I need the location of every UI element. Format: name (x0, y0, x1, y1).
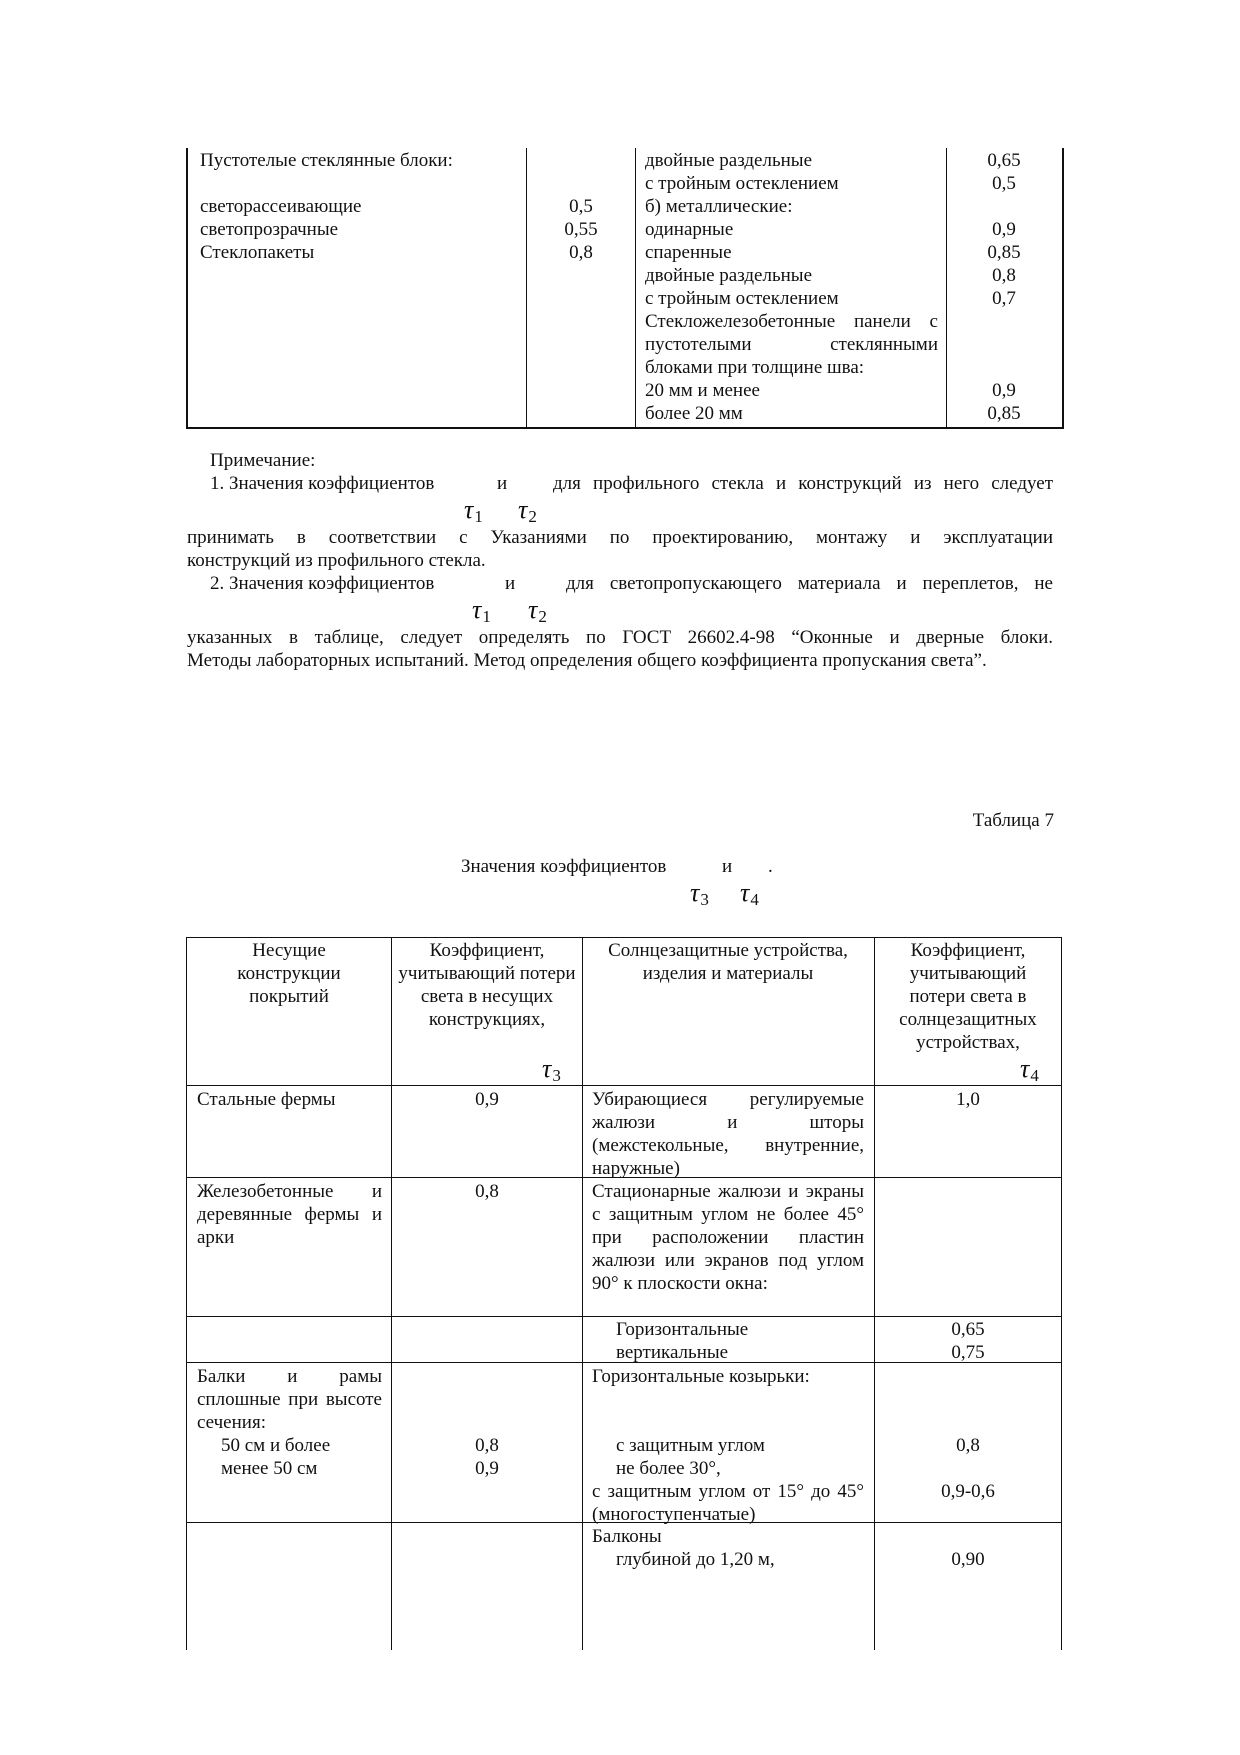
table-cell: с тройным остеклением (645, 288, 839, 309)
top-table (186, 148, 1064, 429)
table-cell: менее 50 см (221, 1458, 318, 1479)
table-caption: Значения коэффициентов (461, 856, 667, 877)
header-col-2: Коэффициент, учитывающий потери света в несущих конструкциях, (398, 940, 576, 1030)
table-value: 0,9 (992, 219, 1016, 240)
row-divider (186, 1085, 1062, 1086)
column-divider (391, 937, 392, 1650)
table-value: 0,65 (951, 1319, 985, 1340)
table-cell: Горизонтальные (616, 1319, 749, 1340)
table-cell: 50 см и более (221, 1435, 331, 1456)
note-1-and: и (497, 473, 508, 494)
table-cell: Стальные фермы (197, 1089, 336, 1110)
table-value: 0,8 (992, 265, 1016, 286)
header-col-3: Солнцезащитные устройства, изделия и материалы (608, 940, 848, 984)
table-value: 0,85 (987, 242, 1021, 263)
table-value: 0,8 (475, 1181, 499, 1202)
table-value: 0,90 (951, 1549, 985, 1570)
table-cell: Стекложелезобетонные панели с (645, 311, 938, 332)
table-value: 0,9 (475, 1089, 499, 1110)
note-1-start: 1. Значения коэффициентов (210, 473, 435, 494)
tau-2-symbol: $\tau_2$ (518, 495, 537, 526)
table-value: 0,85 (987, 403, 1021, 424)
column-divider (186, 937, 187, 1650)
column-divider (582, 937, 583, 1650)
table-cell: Железобетонные и деревянные фермы и арки (197, 1181, 382, 1248)
table-cell: двойные раздельные (645, 265, 813, 286)
table-cell: Стационарные жалюзи и экраны с защитным углом не более 45° при расположении пластин жалюзи или экранов под углом 90° к плоскости окна: (592, 1181, 864, 1294)
note-2-and: и (505, 573, 516, 594)
header-col-1: Несущие конструкции покрытий (237, 940, 341, 1007)
note-2-line-2: указанных в таблице, следует определять по ГОСТ 26602.4-98 “Оконные и дверные блоки. (187, 627, 1053, 648)
table-cell: глубиной до 1,20 м, (616, 1549, 775, 1570)
table-value: 0,5 (992, 173, 1016, 194)
table-cell: спаренные (645, 242, 732, 263)
tau-1-symbol: $\tau_1$ (472, 595, 491, 626)
tau-1-symbol: $\tau_1$ (464, 495, 483, 526)
table-value: 0,9-0,6 (941, 1481, 995, 1502)
table-value: 0,5 (569, 196, 593, 217)
note-heading: Примечание: (210, 450, 316, 471)
note-2-end: для светопропускающего материала и переплетов, не (566, 573, 1053, 594)
table-value: 0,9 (475, 1458, 499, 1479)
table-value: 0,7 (992, 288, 1016, 309)
table-value: 0,65 (987, 150, 1021, 171)
table-cell: Балки и рамы сплошные при высоте сечения: (197, 1366, 382, 1433)
table-cell: с защитным углом от 15° до 45° (многоступенчатые) (592, 1481, 864, 1525)
note-1-line-3: конструкций из профильного стекла. (187, 550, 486, 571)
column-divider (635, 148, 636, 427)
note-2-start: 2. Значения коэффициентов (210, 573, 435, 594)
column-divider (526, 148, 527, 427)
tau-4-symbol: $\tau_4$ (740, 878, 759, 909)
table-caption-and: и (722, 856, 733, 877)
table-value: 0,55 (564, 219, 598, 240)
table-cell: светопрозрачные (200, 219, 339, 240)
table-cell: вертикальные (616, 1342, 729, 1363)
header-col-4: Коэффициент, учитывающий потери света в солнцезащитных устройствах, (899, 940, 1037, 1053)
table-7 (186, 937, 1062, 1650)
table-label: Таблица 7 (972, 810, 1054, 831)
table-value: 1,0 (956, 1089, 980, 1110)
table-value: 0,8 (956, 1435, 980, 1456)
row-divider (186, 937, 1062, 938)
table-value: 0,9 (992, 380, 1016, 401)
table-cell: б) металлические: (645, 196, 793, 217)
tau-4-symbol: $\tau_4$ (1020, 1054, 1039, 1085)
table-value: 0,8 (475, 1435, 499, 1456)
table-cell: Пустотелые стеклянные блоки: (200, 150, 453, 171)
table-cell: с защитным углом (616, 1435, 765, 1456)
table-cell: Убирающиеся регулируемые жалюзи и шторы (межстекольные, внутренние, наружные) (592, 1089, 864, 1179)
table-cell: с тройным остеклением (645, 173, 839, 194)
table-value: 0,8 (569, 242, 593, 263)
table-cell: пустотелыми стеклянными (645, 334, 938, 355)
tau-3-symbol: $\tau_3$ (542, 1054, 561, 1085)
table-cell: Стеклопакеты (200, 242, 315, 263)
table-cell: Балконы (592, 1526, 662, 1547)
table-cell: более 20 мм (645, 403, 743, 424)
table-caption-dot: . (768, 856, 773, 877)
column-divider (1061, 937, 1062, 1650)
note-1-end: для профильного стекла и конструкций из него следует (553, 473, 1053, 494)
column-divider (874, 937, 875, 1650)
table-cell: светорассеивающие (200, 196, 362, 217)
table-cell: не более 30°, (616, 1458, 721, 1479)
table-value: 0,75 (951, 1342, 985, 1363)
table-cell: двойные раздельные (645, 150, 813, 171)
note-2-line-3: Методы лабораторных испытаний. Метод определения общего коэффициента пропускания света”. (187, 650, 987, 671)
tau-3-symbol: $\tau_3$ (690, 878, 709, 909)
note-1-line-2: принимать в соответствии с Указаниями по проектированию, монтажу и эксплуатации (187, 527, 1053, 548)
table-cell: блоками при толщине шва: (645, 357, 865, 378)
tau-2-symbol: $\tau_2$ (528, 595, 547, 626)
table-cell: Горизонтальные козырьки: (592, 1366, 810, 1387)
row-divider (186, 1316, 1062, 1317)
table-cell: 20 мм и менее (645, 380, 760, 401)
table-cell: одинарные (645, 219, 734, 240)
